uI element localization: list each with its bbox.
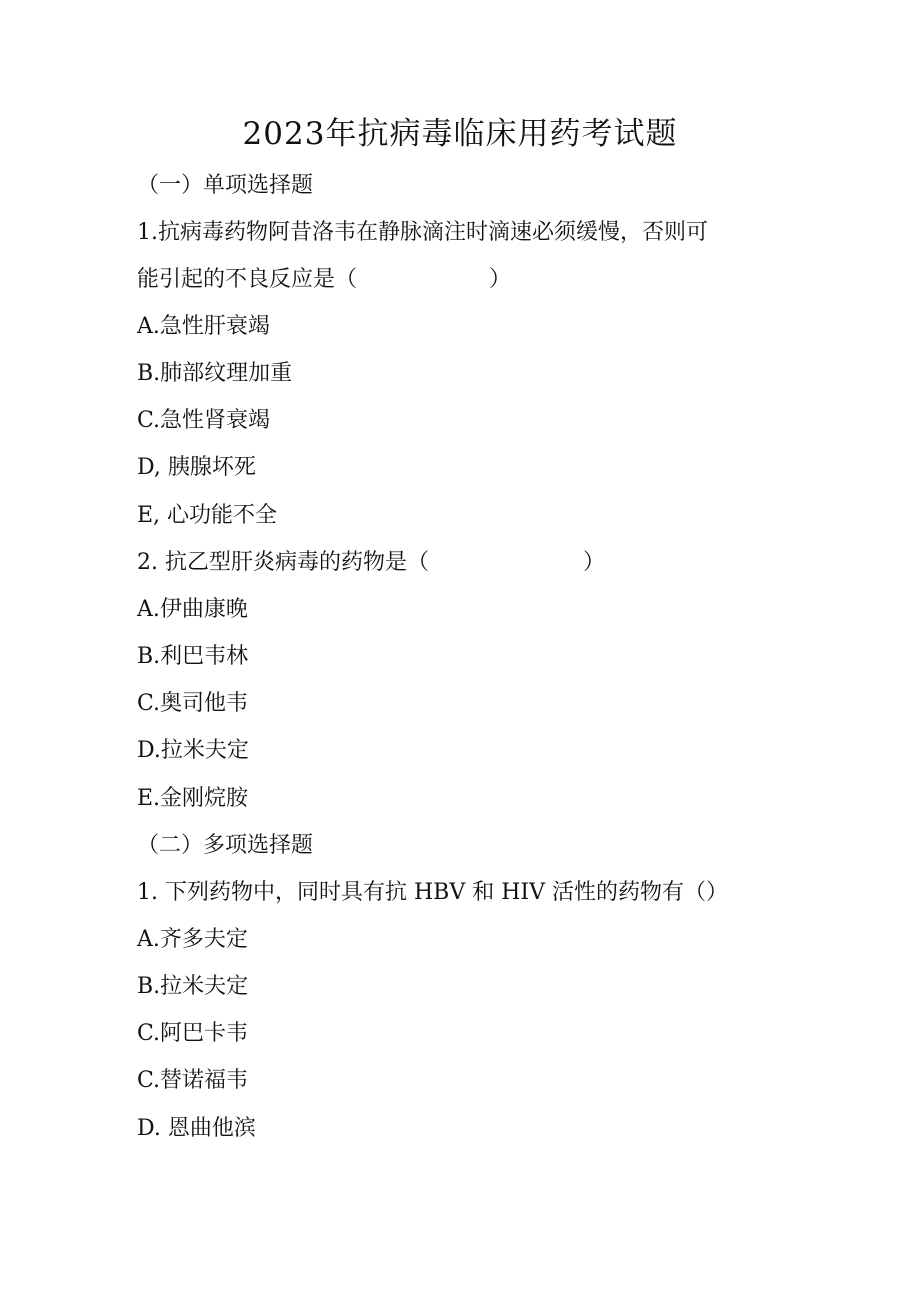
multi-question-1-option-c2: C.替诺福韦 — [137, 1068, 249, 1093]
question-2-option-a: A.伊曲康晚 — [137, 597, 248, 622]
question-1-option-e: E, 心功能不全 — [137, 503, 278, 528]
question-1-option-c: C.急性肾衰竭 — [137, 408, 271, 433]
question-1-option-d: D, 胰腺坏死 — [137, 455, 256, 480]
multi-question-1-text: 1. 下列药物中，同时具有抗 HBV 和 HIV 活性的药物有（） — [137, 880, 728, 905]
multi-question-1-option-c1: C.阿巴卡韦 — [137, 1021, 249, 1046]
question-1-text-line-1: 1.抗病毒药物阿昔洛韦在静脉滴注时滴速必须缓慢，否则可 — [137, 220, 708, 245]
section-heading-single-choice: （一）单项选择题 — [137, 173, 314, 198]
question-1-option-b: B.肺部纹理加重 — [137, 361, 293, 386]
question-1-option-a: A.急性肝衰竭 — [137, 314, 270, 339]
multi-question-1-option-d: D. 恩曲他滨 — [137, 1116, 256, 1141]
multi-question-1-option-b: B.拉米夫定 — [137, 974, 249, 999]
question-2-option-e: E.金刚烷胺 — [137, 786, 249, 811]
section-heading-multiple-choice: （二）多项选择题 — [137, 833, 314, 858]
document-title: 2023年抗病毒临床用药考试题 — [242, 116, 678, 152]
question-1-text-line-2: 能引起的不良反应是（ ） — [137, 267, 512, 292]
question-2-option-b: B.利巴韦林 — [137, 644, 249, 669]
question-2-text: 2. 抗乙型肝炎病毒的药物是（ ） — [137, 550, 605, 575]
question-2-option-d: D.拉米夫定 — [137, 738, 249, 763]
question-2-option-c: C.奥司他韦 — [137, 691, 249, 716]
multi-question-1-option-a: A.齐多夫定 — [137, 927, 248, 952]
